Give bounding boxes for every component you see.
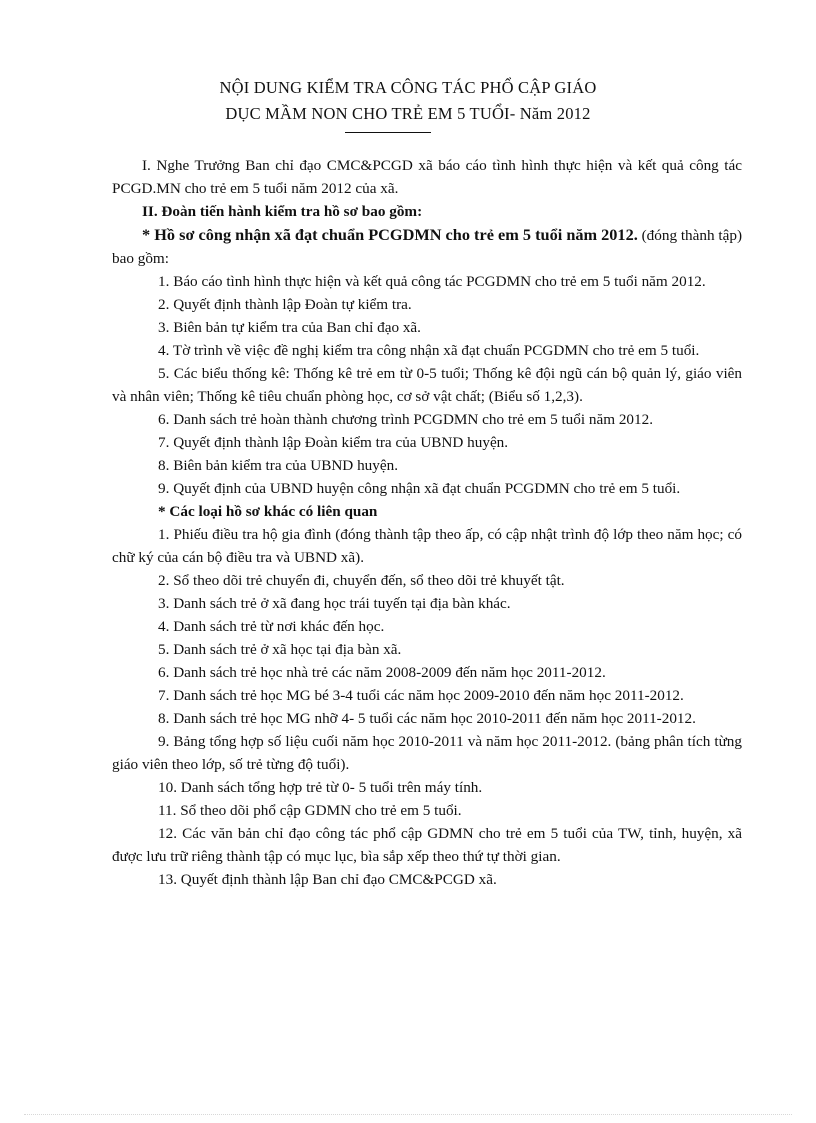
list-item: 10. Danh sách tổng hợp trẻ từ 0- 5 tuổi trên máy tính.	[158, 779, 483, 796]
title-underline	[345, 132, 431, 133]
document-title-line-2: DỤC MẦM NON CHO TRẺ EM 5 TUỔI- Năm 2012	[225, 104, 591, 123]
page-bottom-border	[24, 1114, 792, 1115]
list-item: 11. Sổ theo dõi phổ cập GDMN cho trẻ em 5 tuổi.	[158, 802, 462, 819]
list-item: 4. Tờ trình về việc đề nghị kiểm tra công nhận xã đạt chuẩn PCGDMN cho trẻ em 5 tuổi.	[158, 342, 700, 359]
section-1-paragraph: I. Nghe Trưởng Ban chỉ đạo CMC&PCGD xã báo cáo tình hình thực hiện và kết quả công tác PCGD.MN cho trẻ em 5 tuổi năm 2012 của xã.	[112, 157, 742, 197]
list-item: 8. Danh sách trẻ học MG nhỡ 4- 5 tuổi các năm học 2010-2011 đến năm học 2011-2012.	[158, 710, 696, 727]
list-item: 3. Danh sách trẻ ở xã đang học trái tuyến tại địa bàn khác.	[158, 595, 511, 612]
list-item: 9. Quyết định của UBND huyện công nhận xã đạt chuẩn PCGDMN cho trẻ em 5 tuổi.	[158, 480, 681, 497]
list-item: 2. Sổ theo dõi trẻ chuyển đi, chuyển đến, sổ theo dõi trẻ khuyết tật.	[158, 572, 565, 589]
list-item: 4. Danh sách trẻ từ nơi khác đến học.	[158, 618, 385, 635]
list-item: 5. Danh sách trẻ ở xã học tại địa bàn xã.	[158, 641, 402, 658]
list-item: 9. Bảng tổng hợp số liệu cuối năm học 2010-2011 và năm học 2011-2012. (bảng phân tích từng giáo viên theo lớp, số trẻ từng độ tuổi).	[112, 733, 742, 773]
group-2-heading: * Các loại hồ sơ khác có liên quan	[158, 503, 378, 520]
list-item: 8. Biên bản kiểm tra của UBND huyện.	[158, 457, 398, 474]
list-item: 1. Báo cáo tình hình thực hiện và kết quả công tác PCGDMN cho trẻ em 5 tuổi năm 2012.	[158, 273, 706, 290]
list-item: 12. Các văn bản chỉ đạo công tác phổ cập GDMN cho trẻ em 5 tuổi của TW, tỉnh, huyện, xã được lưu trữ riêng thành tập có mục lục, bìa sắp xếp theo thứ tự thời gian.	[112, 825, 742, 865]
group-1-heading-bold: * Hồ sơ công nhận xã đạt chuẩn PCGDMN cho trẻ em 5 tuổi năm 2012.	[142, 225, 638, 244]
list-item: 7. Quyết định thành lập Đoàn kiểm tra của UBND huyện.	[158, 434, 509, 451]
list-item: 6. Danh sách trẻ hoàn thành chương trình PCGDMN cho trẻ em 5 tuổi năm 2012.	[158, 411, 654, 428]
list-item: 3. Biên bản tự kiểm tra của Ban chỉ đạo xã.	[158, 319, 421, 336]
group-1-heading-rest: (đóng thành tập) bao gồm:	[112, 227, 742, 267]
list-item: 7. Danh sách trẻ học MG bé 3-4 tuổi các năm học 2009-2010 đến năm học 2011-2012.	[158, 687, 684, 704]
document-body	[112, 154, 742, 891]
group-1-heading	[112, 223, 742, 270]
list-item: 2. Quyết định thành lập Đoàn tự kiểm tra.	[158, 296, 412, 313]
list-item: 1. Phiếu điều tra hộ gia đình (đóng thành tập theo ấp, có cập nhật trình độ lớp theo năm học; có chữ ký của cán bộ điều tra và UBND xã).	[112, 526, 742, 566]
list-item: 6. Danh sách trẻ học nhà trẻ các năm 2008-2009 đến năm học 2011-2012.	[158, 664, 606, 681]
list-item: 13. Quyết định thành lập Ban chỉ đạo CMC&PCGD xã.	[158, 871, 497, 888]
section-2-heading: II. Đoàn tiến hành kiểm tra hồ sơ bao gồm:	[142, 203, 423, 220]
document-title-line-1: NỘI DUNG KIỂM TRA CÔNG TÁC PHỔ CẬP GIÁO	[219, 78, 597, 97]
list-item: 5. Các biểu thống kê: Thống kê trẻ em từ 0-5 tuổi; Thống kê đội ngũ cán bộ quản lý, giáo viên và nhân viên; Thống kê tiêu chuẩn phòng học, cơ sở vật chất; (Biểu số 1,2,3).	[112, 365, 742, 405]
